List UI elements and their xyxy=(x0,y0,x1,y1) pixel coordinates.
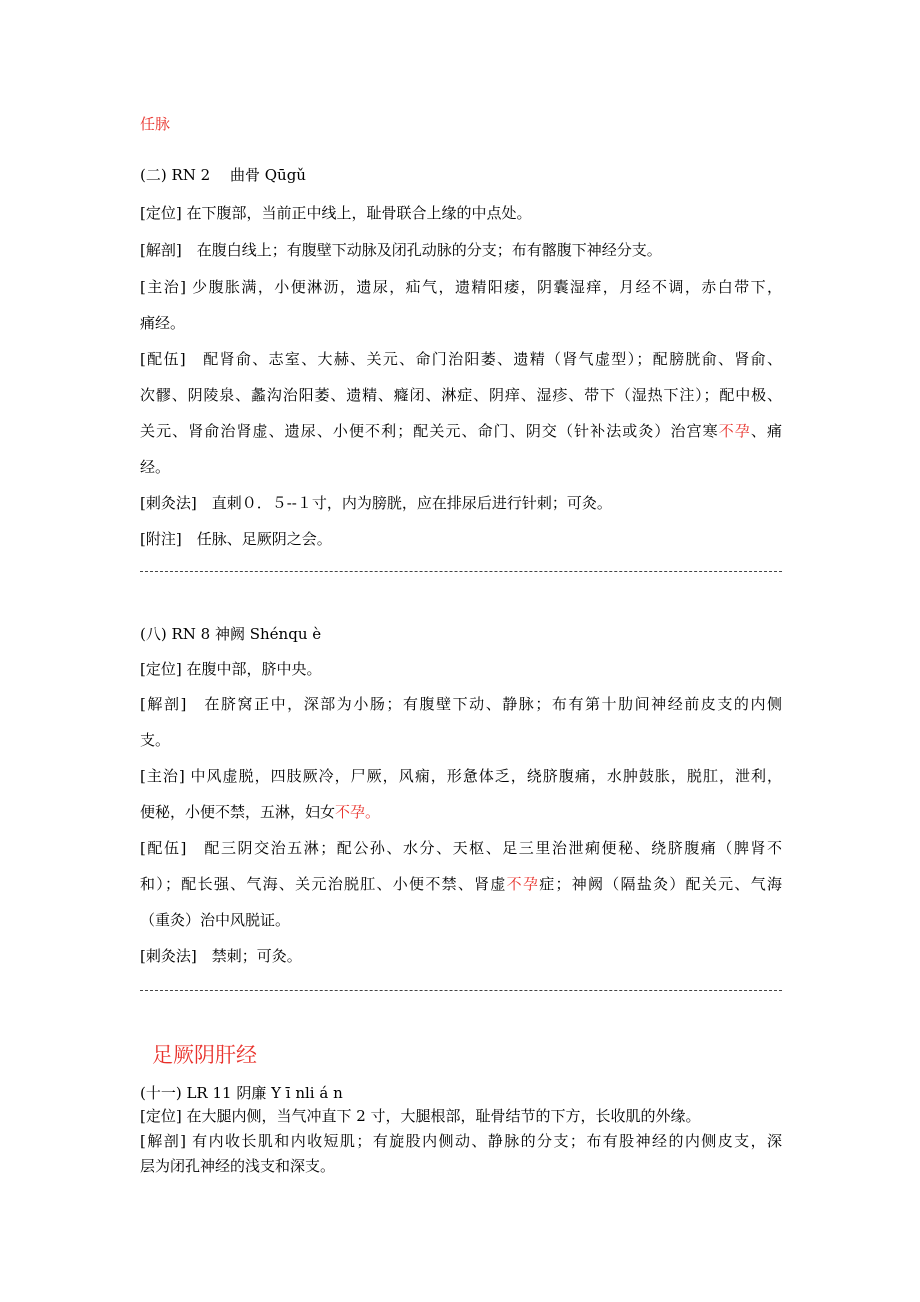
rn2-location: [定位] 在下腹部，当前正中线上，耻骨联合上缘的中点处。 xyxy=(140,204,532,222)
rn2-indication-line1: [主治] 少腹胀满，小便淋沥，遗尿，疝气，遗精阳痿，阴囊湿痒，月经不调，赤白带下， xyxy=(140,278,782,296)
rn2-method: [刺灸法] 直刺０．５--１寸，内为膀胱，应在排尿后进行针刺；可灸。 xyxy=(140,494,612,512)
point-heading-lr11: (十一) LR 11 阴廉 Y ī nli á n xyxy=(140,1084,343,1102)
rn8-method: [刺灸法] 禁刺；可灸。 xyxy=(140,947,302,965)
rn8-combination-line2-tail: 症；神阙（隔盐灸）配关元、气海 xyxy=(539,875,782,893)
point-heading-rn8: (八) RN 8 神阙 Shénqu è xyxy=(140,625,322,643)
rn2-combination-line3-text: 关元、肾俞治肾虚、遗尿、小便不利；配关元、命门、阴交（针补法或灸）治宫寒 xyxy=(140,422,719,440)
lr11-location: [定位] 在大腿内侧，当气冲直下 2 寸，大腿根部，耻骨结节的下方，长收肌的外缘。 xyxy=(140,1107,701,1125)
highlight-infertility: 不孕。 xyxy=(335,803,381,821)
rn2-combination-line3-tail: 、痛 xyxy=(750,422,782,440)
rn8-combination-line1: [配伍] 配三阴交治五淋；配公孙、水分、天枢、足三里治泄痢便秘、绕脐腹痛（脾肾不 xyxy=(140,839,782,857)
separator-line xyxy=(140,990,782,991)
rn2-combination-line3 xyxy=(140,421,782,441)
rn8-combination-line2 xyxy=(140,874,782,894)
point-heading-rn2: (二) RN 2 曲骨 Qūgǔ xyxy=(140,166,306,184)
rn2-combination-line1: [配伍] 配肾俞、志室、大赫、关元、命门治阳萎、遗精（肾气虚型）；配膀胱俞、肾俞、 xyxy=(140,350,782,368)
rn8-combination-line2-text: 和）；配长强、气海、关元治脱肛、小便不禁、肾虚 xyxy=(140,875,507,893)
rn8-anatomy-line1: [解剖] 在脐窝正中，深部为小肠；有腹壁下动、静脉；布有第十肋间神经前皮支的内侧 xyxy=(140,695,782,713)
highlight-infertility: 不孕 xyxy=(718,422,751,440)
rn8-indication-line1: [主治] 中风虚脱，四肢厥冷，尸厥，风痫，形惫体乏，绕脐腹痛，水肿鼓胀，脱肛，泄利， xyxy=(140,767,782,785)
rn8-indication-line2 xyxy=(140,802,782,822)
rn8-combination-line3: （重灸）治中风脱证。 xyxy=(140,911,291,929)
separator-line xyxy=(140,571,782,572)
highlight-infertility: 不孕 xyxy=(506,875,540,893)
rn8-anatomy-line2: 支。 xyxy=(140,731,171,749)
section-title-ren-meridian: 任脉 xyxy=(140,115,171,133)
rn2-note: [附注] 任脉、足厥阴之会。 xyxy=(140,530,332,548)
rn8-indication-line2-text: 便秘，小便不禁，五淋，妇女 xyxy=(140,803,336,821)
section-title-liver-meridian: 足厥阴肝经 xyxy=(152,1043,257,1067)
lr11-anatomy-line2: 层为闭孔神经的浅支和深支。 xyxy=(140,1157,336,1175)
lr11-anatomy-line1: [解剖] 有内收长肌和内收短肌；有旋股内侧动、静脉的分支；布有股神经的内侧皮支，深 xyxy=(140,1132,782,1150)
rn2-anatomy: [解剖] 在腹白线上；有腹壁下动脉及闭孔动脉的分支；布有髂腹下神经分支。 xyxy=(140,241,662,259)
rn2-combination-line4: 经。 xyxy=(140,458,171,476)
rn2-indication-line2: 痛经。 xyxy=(140,314,186,332)
rn2-combination-line2: 次髎、阴陵泉、蠡沟治阳萎、遗精、癃闭、淋症、阴痒、湿疹、带下（湿热下注）；配中极、 xyxy=(140,386,782,404)
rn8-location: [定位] 在腹中部，脐中央。 xyxy=(140,660,322,678)
